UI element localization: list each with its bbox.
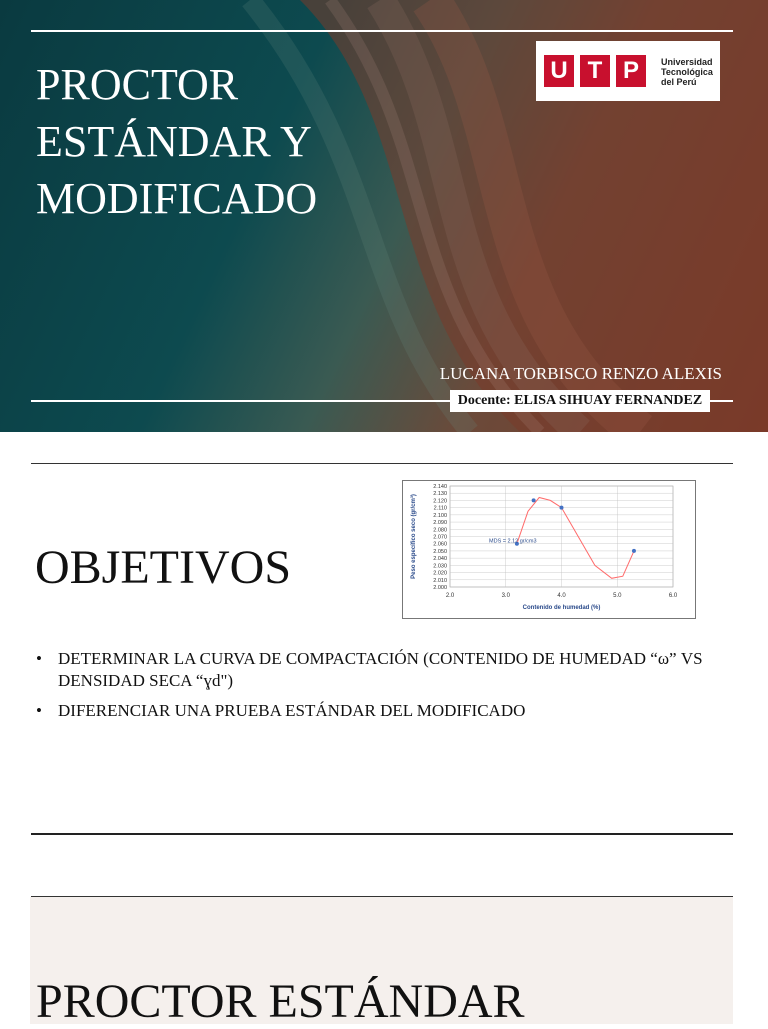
data-point (532, 498, 536, 502)
x-tick-label: 6.0 (668, 593, 678, 599)
docent-label: Docente: ELISA SIHUAY FERNANDEZ (450, 390, 710, 412)
logo-letter: U (544, 55, 574, 87)
y-tick-label: 2.080 (433, 527, 447, 534)
y-tick-label: 2.010 (433, 577, 447, 584)
y-tick-label: 2.130 (433, 491, 447, 498)
y-tick-label: 2.000 (433, 585, 447, 591)
section-rule (31, 463, 733, 464)
proctor-standard-title: PROCTOR ESTÁNDAR (36, 975, 525, 1028)
list-item: • DIFERENCIAR UNA PRUEBA ESTÁNDAR DEL MODIFICADO (36, 701, 526, 720)
section-rule (31, 833, 733, 835)
mds-annotation: MDS = 2.12 gr/cm3 (489, 538, 537, 545)
y-tick-label: 2.090 (433, 520, 447, 527)
author-name: LUCANA TORBISCO RENZO ALEXIS (439, 364, 722, 383)
objectives-list (36, 648, 726, 730)
x-tick-label: 4.0 (557, 593, 566, 599)
y-tick-label: 2.120 (433, 498, 447, 505)
x-axis-label: Contenido de humedad (%) (522, 605, 601, 611)
x-tick-label: 3.0 (501, 593, 510, 599)
data-point (560, 506, 564, 510)
y-tick-label: 2.060 (433, 541, 447, 548)
chart-svg (403, 481, 695, 618)
y-tick-label: 2.140 (433, 484, 447, 490)
title-line: PROCTOR (36, 60, 239, 109)
list-item: • DETERMINAR LA CURVA DE COMPACTACIÓN (CONTENIDO DE HUMEDAD “ω” VS DENSIDAD SECA “ɣd") (36, 649, 703, 690)
y-tick-label: 2.100 (433, 512, 447, 519)
logo-letter: P (616, 55, 646, 87)
x-tick-label: 2.0 (445, 593, 455, 599)
y-tick-label: 2.110 (433, 505, 447, 512)
y-tick-label: 2.040 (433, 556, 447, 563)
top-rule (31, 30, 733, 32)
objectives-title: OBJETIVOS (35, 541, 292, 594)
x-tick-label: 5.0 (613, 593, 622, 599)
slide-title (36, 56, 317, 227)
logo-text: Universidad Tecnológica del Perú (661, 57, 713, 87)
y-tick-label: 2.030 (433, 563, 447, 570)
y-tick-label: 2.050 (433, 548, 447, 555)
utp-logo (536, 41, 720, 101)
data-point (632, 549, 636, 553)
y-tick-label: 2.020 (433, 570, 447, 577)
logo-letter: T (580, 55, 610, 87)
title-line: MODIFICADO (36, 174, 318, 223)
y-axis-label: Peso específico seco (gr/cm³) (411, 494, 417, 579)
title-slide (0, 0, 768, 432)
y-tick-label: 2.070 (433, 534, 447, 541)
compaction-chart (402, 480, 696, 619)
title-line: ESTÁNDAR Y (36, 117, 312, 166)
